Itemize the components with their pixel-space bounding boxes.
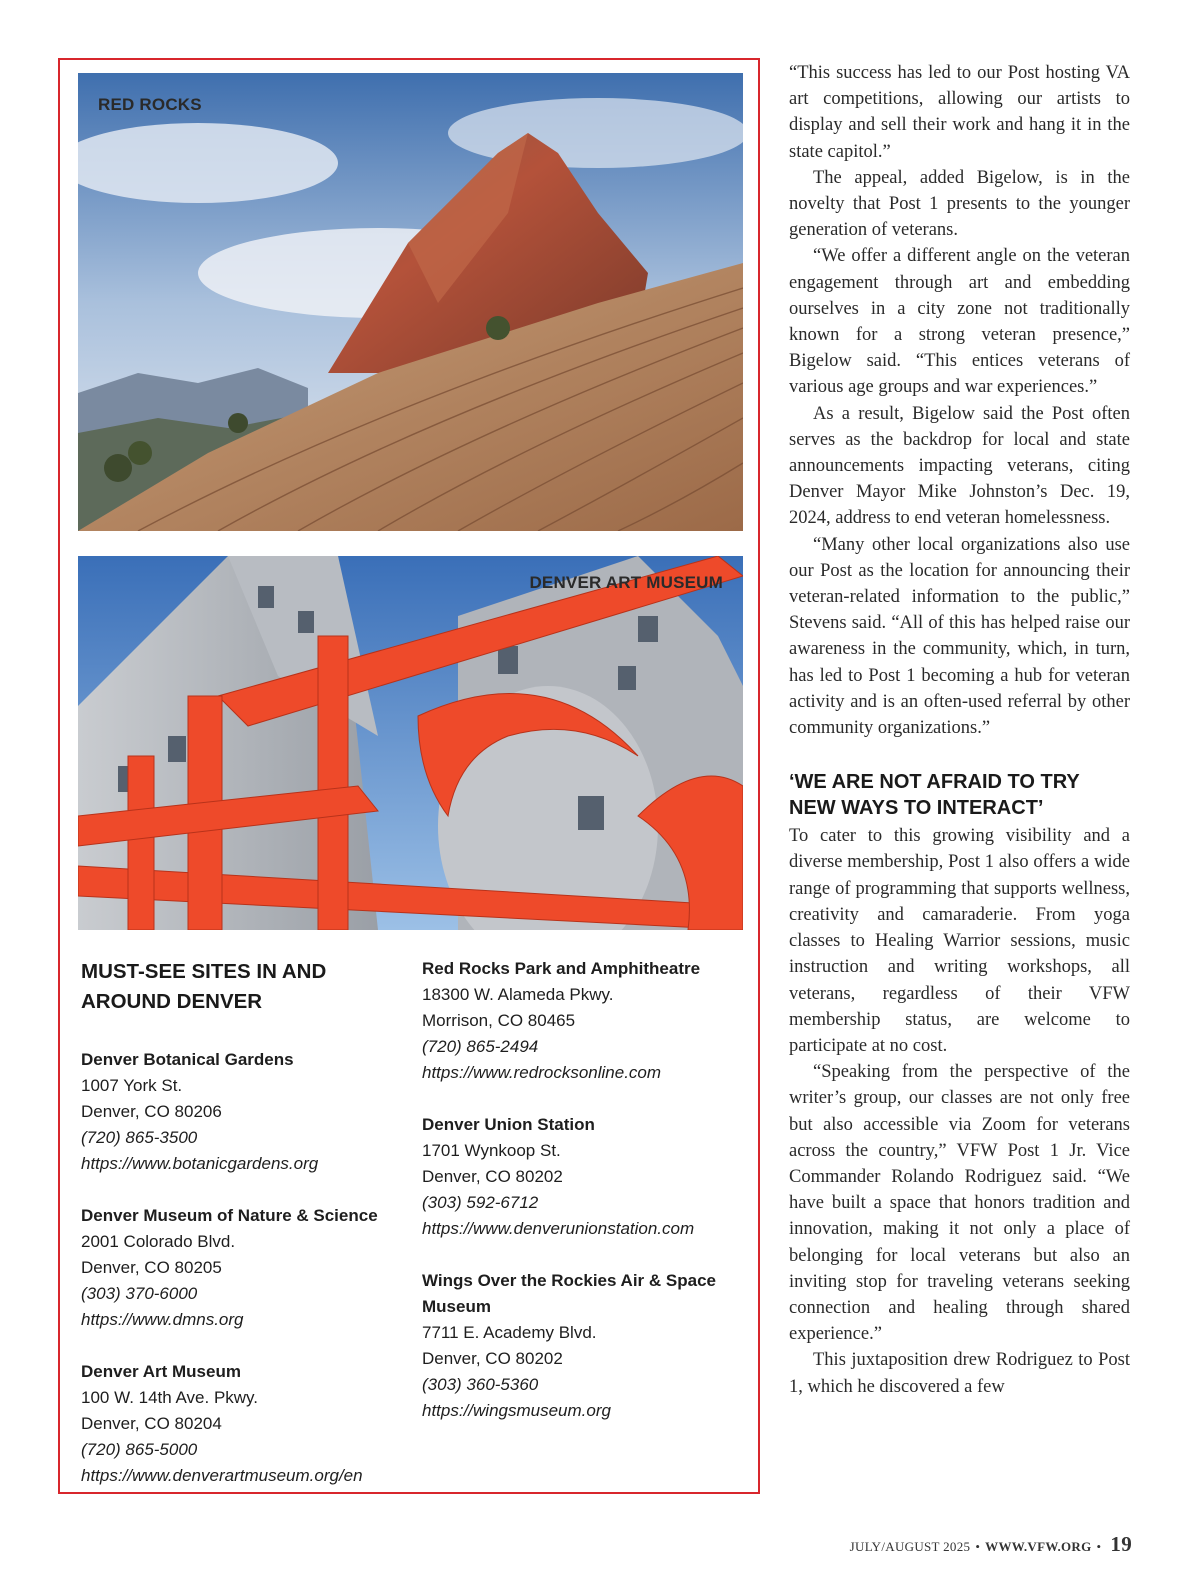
site-entry	[81, 1047, 411, 1177]
article-paragraph: As a result, Bigelow said the Post often serves as the backdrop for local and state announcements impacting veterans, citing Denver Mayor Mike Johnston’s Dec. 19, 2024, address to end veteran homelessness.	[789, 403, 1130, 529]
site-url[interactable]: https://www.botanicgardens.org	[81, 1154, 319, 1173]
sites-column-right	[422, 956, 752, 1450]
page-number: 19	[1110, 1532, 1132, 1556]
footer-website[interactable]: WWW.VFW.ORG	[985, 1539, 1092, 1554]
site-name: Denver Union Station	[422, 1115, 595, 1134]
site-city: Denver, CO 80202	[422, 1167, 563, 1186]
footer-separator: •	[1096, 1539, 1102, 1554]
site-street: 1701 Wynkoop St.	[422, 1141, 561, 1160]
site-name: Denver Botanical Gardens	[81, 1050, 294, 1069]
denver-art-museum-photo	[78, 556, 743, 930]
site-name: Denver Art Museum	[81, 1362, 241, 1381]
site-url[interactable]: https://www.redrocksonline.com	[422, 1063, 662, 1082]
article-paragraph: This juxtaposition drew Rodriguez to Post 1, which he discovered a few	[789, 1350, 1130, 1397]
site-phone: (720) 865-5000	[81, 1440, 198, 1459]
site-url[interactable]: https://www.denverunionstation.com	[422, 1219, 695, 1238]
site-street: 7711 E. Academy Blvd.	[422, 1323, 597, 1342]
site-url[interactable]: https://www.denverartmuseum.org/en	[81, 1466, 363, 1485]
page-footer	[850, 1532, 1132, 1557]
site-entry	[81, 1359, 411, 1489]
site-street: 1007 York St.	[81, 1076, 183, 1095]
article-subheading: ‘WE ARE NOT AFRAID TO TRY NEW WAYS TO INTERACT’	[789, 771, 1080, 820]
site-phone: (303) 370-6000	[81, 1284, 198, 1303]
site-entry	[422, 1112, 752, 1242]
site-url[interactable]: https://www.dmns.org	[81, 1310, 244, 1329]
denver-art-museum-label: DENVER ART MUSEUM	[529, 573, 723, 592]
article-paragraph: “This success has led to our Post hosting VA art competitions, allowing our artists to display and sell their work and hang it in the state capitol.”	[789, 63, 1130, 162]
site-street: 2001 Colorado Blvd.	[81, 1232, 236, 1251]
site-name: Wings Over the Rockies Air & Space Museum	[422, 1271, 716, 1316]
site-phone: (720) 865-2494	[422, 1037, 539, 1056]
footer-separator: •	[975, 1539, 981, 1554]
site-city: Denver, CO 80202	[422, 1349, 563, 1368]
site-city: Morrison, CO 80465	[422, 1011, 576, 1030]
sites-heading: MUST-SEE SITES IN AND AROUND DENVER	[81, 960, 327, 1013]
site-street: 18300 W. Alameda Pkwy.	[422, 985, 614, 1004]
site-phone: (720) 865-3500	[81, 1128, 198, 1147]
site-entry	[422, 1268, 752, 1424]
article-paragraph: The appeal, added Bigelow, is in the novelty that Post 1 presents to the younger generation of veterans.	[789, 167, 1130, 241]
sites-column-left	[81, 957, 411, 1515]
article-column	[789, 60, 1130, 1400]
site-url[interactable]: https://wingsmuseum.org	[422, 1401, 611, 1420]
site-city: Denver, CO 80205	[81, 1258, 222, 1277]
site-entry	[422, 956, 752, 1086]
site-name: Red Rocks Park and Amphitheatre	[422, 959, 701, 978]
site-name: Denver Museum of Nature & Science	[81, 1206, 378, 1225]
article-paragraph: To cater to this growing visibility and a diverse membership, Post 1 also offers a wide range of programming that supports wellness, creativity and camaraderie. From yoga classes to Healing Warrior sessions, music instruction and writing workshops, all veterans, regardless of their VFW membership status, are welcome to participate at no cost.	[789, 826, 1130, 1056]
site-phone: (303) 360-5360	[422, 1375, 539, 1394]
article-paragraph: “Many other local organizations also use our Post as the location for announcing their veteran-related information to the public,” Stevens said. “All of this has helped raise our awareness in the community, which, in turn, has led to Post 1 becoming a hub for veteran activity and is an often-used referral by other community organizations.”	[789, 534, 1130, 739]
red-rocks-photo	[78, 73, 743, 531]
site-street: 100 W. 14th Ave. Pkwy.	[81, 1388, 259, 1407]
red-rocks-label: RED ROCKS	[98, 95, 202, 114]
site-city: Denver, CO 80204	[81, 1414, 222, 1433]
site-entry	[81, 1203, 411, 1333]
site-phone: (303) 592-6712	[422, 1193, 539, 1212]
article-paragraph: “We offer a different angle on the veteran engagement through art and embedding ourselves in a city zone not traditionally known for a strong veteran presence,” Bigelow said. “This entices veterans of various age groups and war experiences.”	[789, 246, 1130, 398]
footer-issue: JULY/AUGUST 2025	[849, 1539, 971, 1554]
article-paragraph: “Speaking from the perspective of the writer’s group, our classes are not only free but also accessible via Zoom for veterans across the country,” VFW Post 1 Jr. Vice Commander Rolando Rodriguez said. “We have built a space that honors tradition and innovation, making it not only a place of belonging for local veterans but also an inviting stop for traveling veterans seeking connection and healing through shared experience.”	[789, 1062, 1130, 1345]
site-city: Denver, CO 80206	[81, 1102, 222, 1121]
